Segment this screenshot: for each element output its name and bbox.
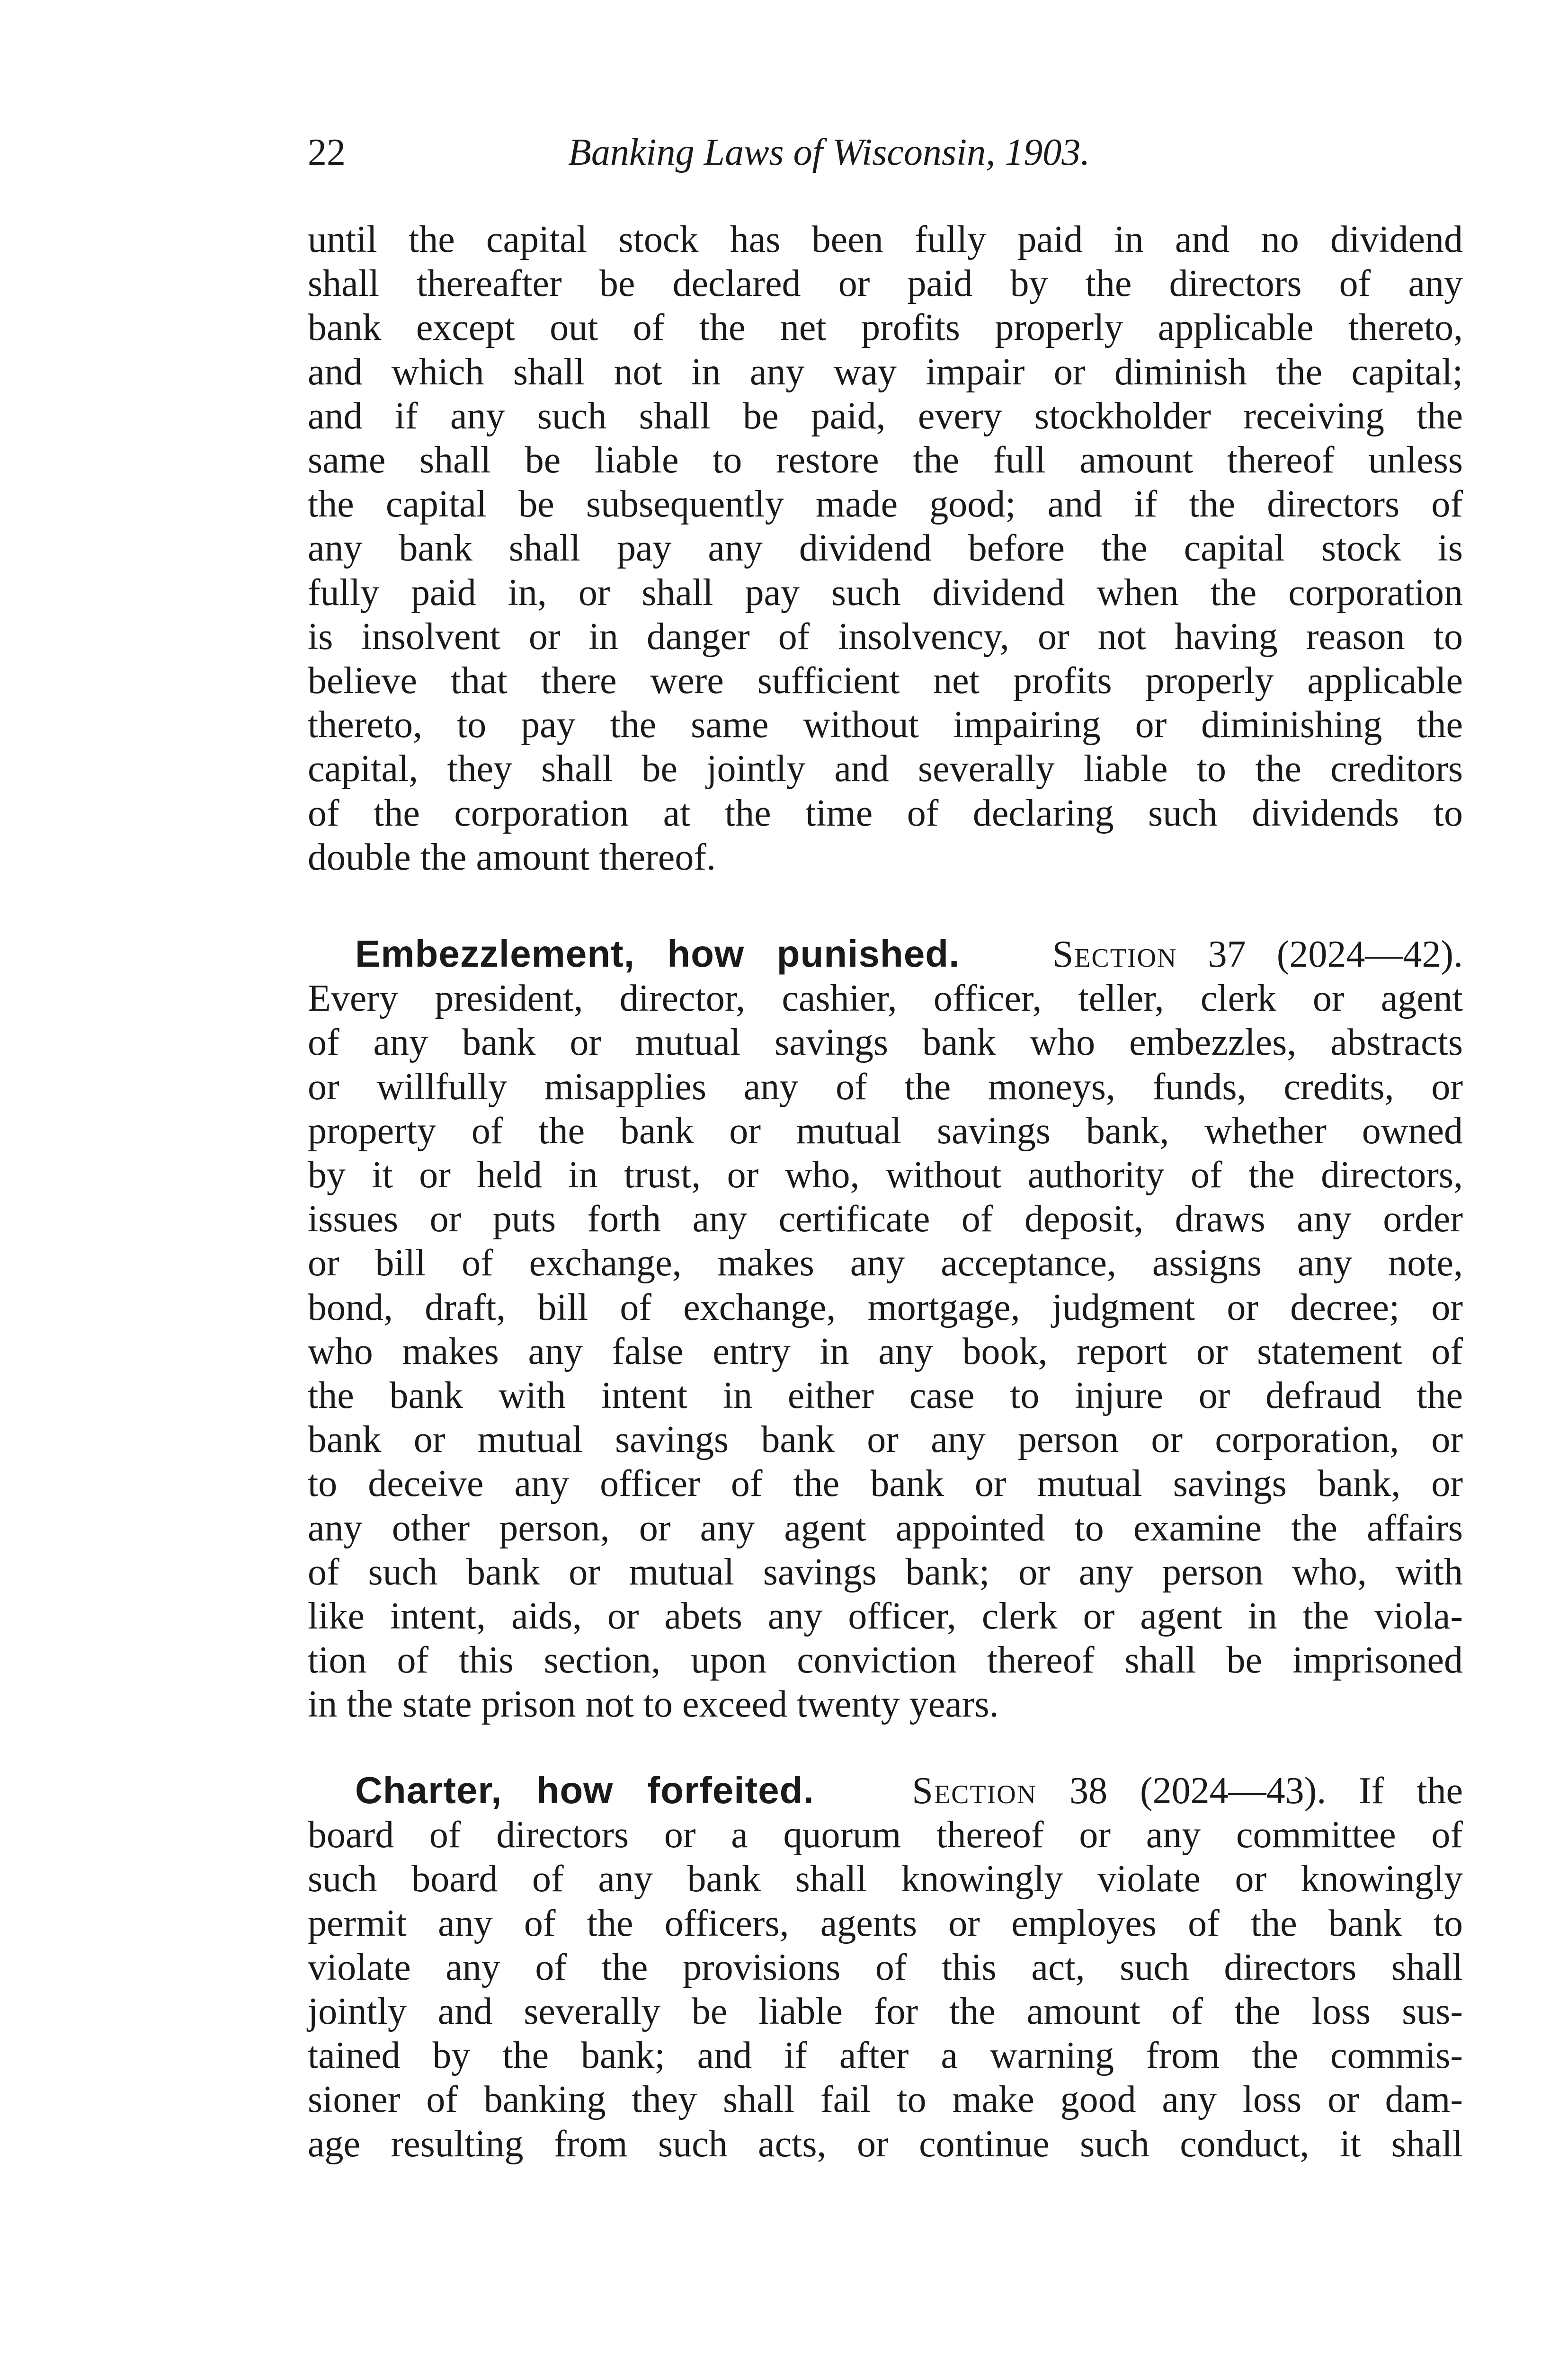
page-number: 22 bbox=[308, 132, 346, 173]
text-line: of the corporation at the time of declaring such dividends to bbox=[308, 792, 1463, 834]
text-line: to deceive any officer of the bank or mutual savings bank, or bbox=[308, 1463, 1463, 1505]
text-line: any bank shall pay any dividend before the capital stock is bbox=[308, 527, 1463, 570]
text-line: or bill of exchange, makes any acceptance, assigns any note, bbox=[308, 1242, 1463, 1284]
text-line: of such bank or mutual savings bank; or any person who, with bbox=[308, 1551, 1463, 1593]
text-line: believe that there were sufficient net profits properly applicable bbox=[308, 660, 1463, 702]
text-line: capital, they shall be jointly and severally liable to the creditors bbox=[308, 748, 1463, 790]
text-line: age resulting from such acts, or continue such conduct, it shall bbox=[308, 2123, 1463, 2165]
text-line: bank or mutual savings bank or any person or corporation, or bbox=[308, 1419, 1463, 1461]
text-line: the capital be subsequently made good; and if the directors of bbox=[308, 483, 1463, 525]
text-line: issues or puts forth any certificate of deposit, draws any order bbox=[308, 1198, 1463, 1240]
paragraph-dividends bbox=[308, 218, 1463, 880]
text-line: property of the bank or mutual savings bank, whether owned bbox=[308, 1110, 1463, 1152]
running-title: Banking Laws of Wisconsin, 1903. bbox=[568, 132, 1090, 173]
text-line-tail: If the bbox=[1326, 1770, 1463, 1812]
text-line: fully paid in, or shall pay such dividend when the corporation bbox=[308, 571, 1463, 614]
text-line: sioner of banking they shall fail to make good any loss or dam- bbox=[308, 2079, 1463, 2121]
text-line: in the state prison not to exceed twenty years. bbox=[308, 1683, 999, 1726]
text-line: is insolvent or in danger of insolvency, or not having reason to bbox=[308, 615, 1463, 658]
text-line: permit any of the officers, agents or employes of the bank to bbox=[308, 1902, 1463, 1944]
section-heading: Embezzlement, how punished. bbox=[355, 933, 960, 975]
text-line: tion of this section, upon conviction thereof shall be imprisoned bbox=[308, 1639, 1463, 1682]
section-heading: Charter, how forfeited. bbox=[355, 1769, 814, 1811]
text-line: any other person, or any agent appointed to examine the affairs bbox=[308, 1507, 1463, 1549]
text-line: violate any of the provisions of this act, such directors shall bbox=[308, 1946, 1463, 1988]
section-heading-line bbox=[308, 932, 1463, 977]
text-line: such board of any bank shall knowingly violate or knowingly bbox=[308, 1858, 1463, 1900]
text-line: or willfully misapplies any of the moneys, funds, credits, or bbox=[308, 1066, 1463, 1108]
section-reference: 38 (2024—43). bbox=[1037, 1770, 1327, 1812]
section-label: Section bbox=[1052, 934, 1177, 975]
section-reference: 37 (2024—42). bbox=[1177, 934, 1463, 975]
text-line: who makes any false entry in any book, report or statement of bbox=[308, 1330, 1463, 1372]
text-line: board of directors or a quorum thereof or any committee of bbox=[308, 1814, 1463, 1856]
text-line: thereto, to pay the same without impairing or diminishing the bbox=[308, 704, 1463, 746]
text-line: jointly and severally be liable for the amount of the loss sus- bbox=[308, 1991, 1463, 2033]
text-line: double the amount thereof. bbox=[308, 836, 716, 878]
text-line: bond, draft, bill of exchange, mortgage, judgment or decree; or bbox=[308, 1286, 1463, 1328]
text-line: by it or held in trust, or who, without authority of the directors, bbox=[308, 1154, 1463, 1196]
text-line: and if any such shall be paid, every stockholder receiving the bbox=[308, 395, 1463, 437]
running-header bbox=[308, 119, 1463, 186]
text-line: same shall be liable to restore the full amount thereof unless bbox=[308, 439, 1463, 481]
text-line: the bank with intent in either case to injure or defraud the bbox=[308, 1375, 1463, 1417]
text-line: like intent, aids, or abets any officer, clerk or agent in the viola- bbox=[308, 1595, 1463, 1637]
text-line: tained by the bank; and if after a warning from the commis- bbox=[308, 2035, 1463, 2077]
text-line: Every president, director, cashier, officer, teller, clerk or agent bbox=[308, 978, 1463, 1020]
section-38-charter bbox=[308, 1768, 1463, 2166]
text-line: bank except out of the net profits properly applicable thereto, bbox=[308, 307, 1463, 349]
text-line: and which shall not in any way impair or diminish the capital; bbox=[308, 351, 1463, 393]
section-label: Section bbox=[912, 1770, 1037, 1812]
text-line: of any bank or mutual savings bank who embezzles, abstracts bbox=[308, 1022, 1463, 1064]
text-line: until the capital stock has been fully paid in and no dividend bbox=[308, 219, 1463, 260]
section-heading-line bbox=[308, 1768, 1463, 1813]
section-37-embezzlement bbox=[308, 932, 1463, 1727]
text-line: shall thereafter be declared or paid by the directors of any bbox=[308, 263, 1463, 305]
